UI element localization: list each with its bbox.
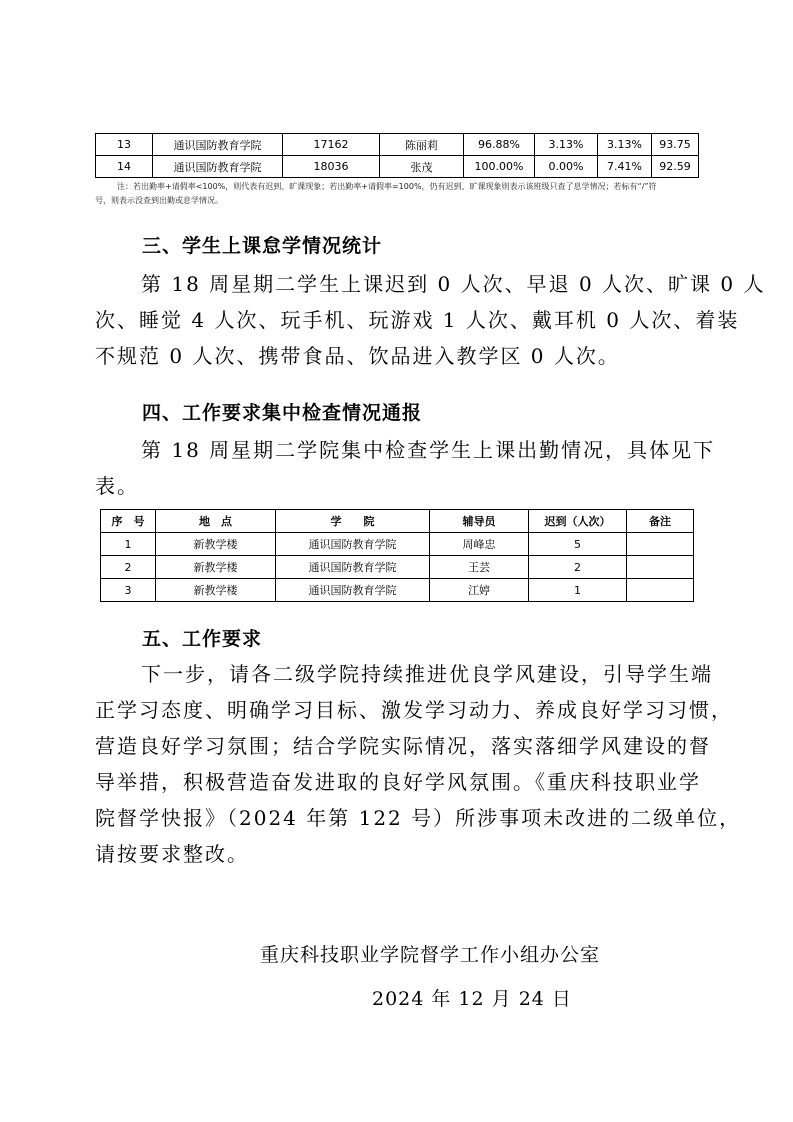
issue-date: 2024 年 12 月 24 日 <box>372 988 572 1010</box>
table-cell: 2 <box>101 556 156 579</box>
table-cell: 0.00% <box>535 156 598 178</box>
paragraph-line: 表。 <box>95 474 139 498</box>
table-cell: 周峰忠 <box>430 533 529 556</box>
column-header: 学 院 <box>276 510 430 533</box>
table-cell: 1 <box>101 533 156 556</box>
paragraph-line: 导举措，积极营造奋发进取的良好学风氛围。《重庆科技职业学 <box>95 770 701 794</box>
paragraph-line: 正学习态度、明确学习目标、激发学习动力、养成良好学习习惯， <box>95 698 733 722</box>
section-heading: 三、学生上课怠学情况统计 <box>142 235 383 257</box>
table-cell: 2 <box>529 556 627 579</box>
table-cell: 通识国防教育学院 <box>276 556 430 579</box>
table-row <box>101 579 694 602</box>
table-header-row <box>101 510 694 533</box>
table-footnote <box>95 180 700 208</box>
footnote-line: 号，则表示没查到出勤或息学情况。 <box>95 196 223 205</box>
table-cell: 江婷 <box>430 579 529 602</box>
column-header: 序 号 <box>101 510 156 533</box>
section-heading: 五、工作要求 <box>142 628 263 650</box>
table-cell <box>627 556 694 579</box>
table-cell: 通识国防教育学院 <box>276 533 430 556</box>
table-row <box>101 533 694 556</box>
paragraph-line: 不规范 0 人次、携带食品、饮品进入教学区 0 人次。 <box>95 344 620 368</box>
table-cell: 王芸 <box>430 556 529 579</box>
table-cell: 13 <box>96 134 153 156</box>
inspection-table <box>100 509 694 602</box>
table-cell: 1 <box>529 579 627 602</box>
table-row <box>96 134 699 156</box>
table-cell: 100.00% <box>464 156 535 178</box>
table-row <box>101 556 694 579</box>
table-cell: 96.88% <box>464 134 535 156</box>
table-cell: 17162 <box>283 134 380 156</box>
paragraph-line: 第 18 周星期二学院集中检查学生上课出勤情况，具体见下 <box>141 438 716 462</box>
table-cell <box>627 579 694 602</box>
footnote-line: 注：若出勤率+请假率<100%，则代表有迟到、旷课现象；若出勤率+请假率=100%，仍有迟到、旷课现象则表示该班级只查了息学情况；若标有“/”符 <box>117 182 657 191</box>
paragraph-line: 请按要求整改。 <box>95 842 249 866</box>
section-paragraph <box>95 432 716 504</box>
paragraph-line: 营造良好学习氛围；结合学院实际情况，落实落细学风建设的督 <box>95 734 711 758</box>
table-cell: 3.13% <box>598 134 652 156</box>
table-cell: 14 <box>96 156 153 178</box>
table-cell: 通识国防教育学院 <box>153 134 283 156</box>
paragraph-line: 下一步，请各二级学院持续推进优良学风建设，引导学生端 <box>141 662 713 686</box>
section-paragraph <box>95 266 766 374</box>
column-header: 辅导员 <box>430 510 529 533</box>
table-cell: 通识国防教育学院 <box>276 579 430 602</box>
table-cell: 新教学楼 <box>156 533 276 556</box>
table-cell: 张茂 <box>380 156 464 178</box>
column-header: 迟到（人次） <box>529 510 627 533</box>
section-paragraph <box>95 656 742 872</box>
paragraph-line: 次、睡觉 4 人次、玩手机、玩游戏 1 人次、戴耳机 0 人次、着装 <box>95 308 740 332</box>
section-heading: 四、工作要求集中检查情况通报 <box>142 402 423 424</box>
table-cell: 新教学楼 <box>156 579 276 602</box>
table-cell <box>627 533 694 556</box>
table-cell: 通识国防教育学院 <box>153 156 283 178</box>
table-cell: 3.13% <box>535 134 598 156</box>
table-cell: 5 <box>529 533 627 556</box>
column-header: 备注 <box>627 510 694 533</box>
table-cell: 92.59 <box>652 156 699 178</box>
table-cell: 新教学楼 <box>156 556 276 579</box>
column-header: 地 点 <box>156 510 276 533</box>
table-cell: 7.41% <box>598 156 652 178</box>
issuing-office: 重庆科技职业学院督学工作小组办公室 <box>260 944 601 966</box>
table-cell: 3 <box>101 579 156 602</box>
paragraph-line: 院督学快报》（2024 年第 122 号）所涉事项未改进的二级单位， <box>95 806 742 830</box>
paragraph-line: 第 18 周星期二学生上课迟到 0 人次、早退 0 人次、旷课 0 人 <box>141 272 766 296</box>
table-cell: 陈丽莉 <box>380 134 464 156</box>
table-row <box>96 156 699 178</box>
table-cell: 18036 <box>283 156 380 178</box>
table-cell: 93.75 <box>652 134 699 156</box>
attendance-rate-table <box>95 133 699 178</box>
